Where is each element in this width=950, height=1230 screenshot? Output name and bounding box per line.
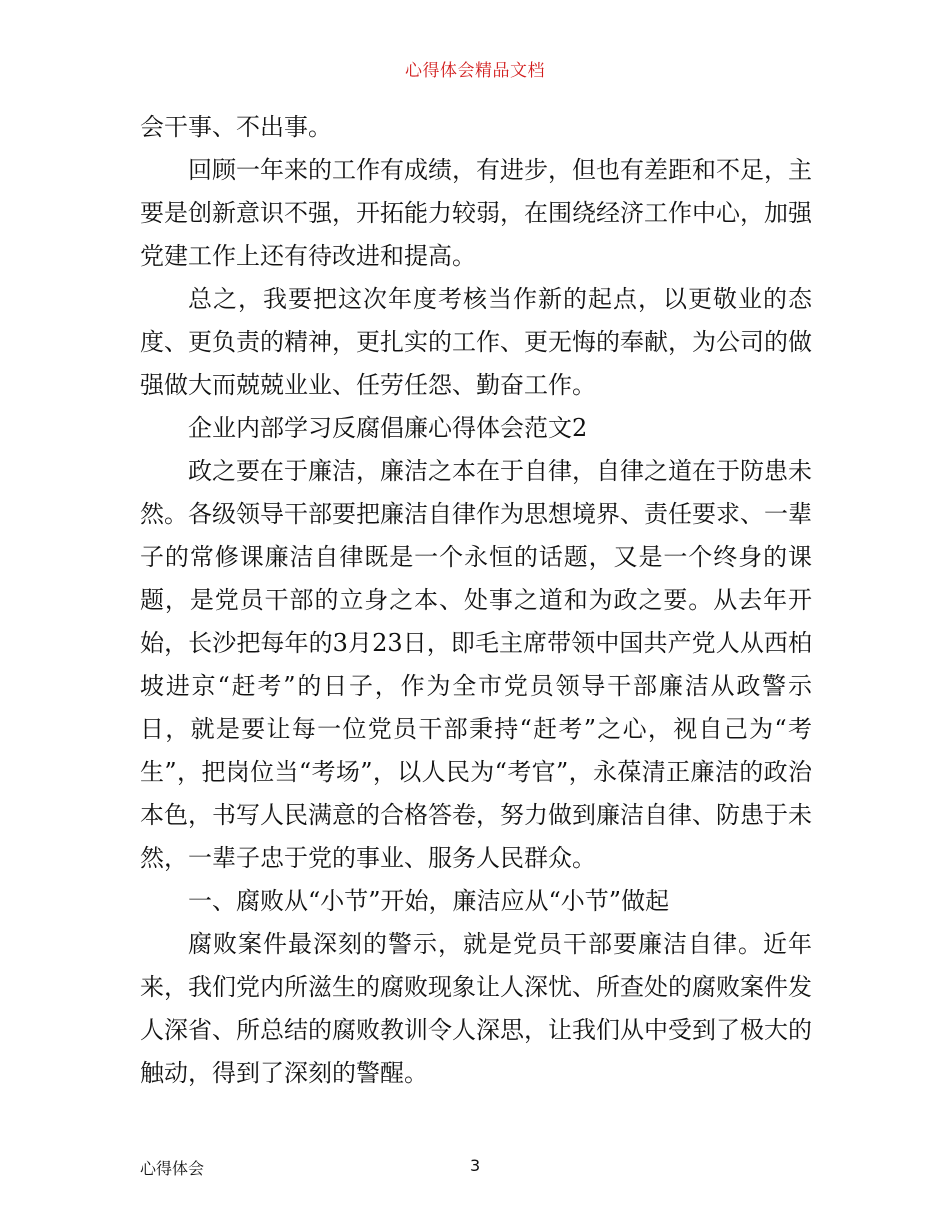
footer-label: 心得体会 bbox=[140, 1159, 205, 1178]
paragraph: 腐败案件最深刻的警示，就是党员干部要廉洁自律。近年来，我们党内所滋生的腐败现象让人深忧、所查处的腐败案件发人深省、所总结的腐败教训令人深思，让我们从中受到了极大的触动，得到了深刻的警醒。 bbox=[140, 930, 812, 1087]
paragraph: 总之，我要把这次年度考核当作新的起点，以更敬业的态度、更负责的精神，更扎实的工作、更无悔的奉献，为公司的做强做大而兢兢业业、任劳任怨、勤奋工作。 bbox=[140, 285, 812, 399]
section-heading: 一、腐败从“小节”开始，廉洁应从“小节”做起 bbox=[188, 887, 670, 915]
page-number: 3 bbox=[470, 1156, 481, 1175]
page-header-title: 心得体会精品文档 bbox=[405, 61, 545, 81]
page-footer bbox=[140, 1156, 812, 1180]
paragraph: 会干事、不出事。 bbox=[140, 113, 332, 141]
paragraph: 政之要在于廉洁，廉洁之本在于自律，自律之道在于防患未然。各级领导干部要把廉洁自律作为思想境界、责任要求、一辈子的常修课廉洁自律既是一个永恒的话题，又是一个终身的课题，是党员干部的立身之本、处事之道和为政之要。从去年开始，长沙把每年的3月23日，即毛主席带领中国共产党人从西柏坡进京“赶考”的日子，作为全市党员领导干部廉洁从政警示日，就是要让每一位党员干部秉持“赶考”之心，视自己为“考生”，把岗位当“考场”，以人民为“考官”，永葆清正廉洁的政治本色，书写人民满意的合格答卷，努力做到廉洁自律、防患于未然，一辈子忠于党的事业、服务人民群众。 bbox=[140, 457, 812, 872]
document-body bbox=[140, 106, 812, 1095]
section-heading: 企业内部学习反腐倡廉心得体会范文2 bbox=[188, 414, 588, 442]
paragraph: 回顾一年来的工作有成绩，有进步，但也有差距和不足，主要是创新意识不强，开拓能力较弱，在围绕经济工作中心，加强党建工作上还有待改进和提高。 bbox=[140, 156, 812, 270]
